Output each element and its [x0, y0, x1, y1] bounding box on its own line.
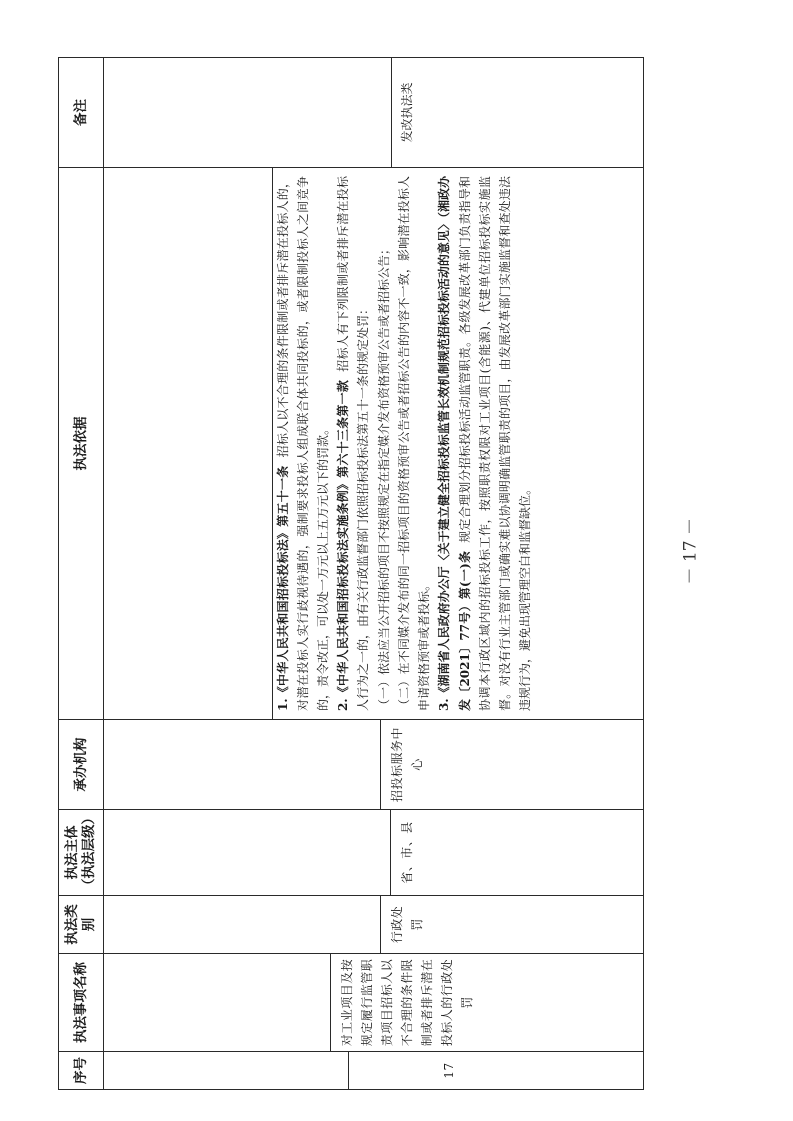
basis-clause-2-title: 2.《中华人民共和国招标投标法实施条例》第六十三条第一款 [336, 379, 351, 711]
basis-clause-1-title: 1.《中华人民共和国招标投标法》第五十一条 [275, 465, 290, 711]
basis-clause-2-body: 招标人有下列限制或者排斥潜在投标人行为之一的，由有关行政监督部门依照招标投标法第五十一条的规定处罚： [336, 176, 371, 711]
header-category: 执法类别 [59, 896, 104, 954]
header-row [59, 58, 104, 1090]
basis-clause-1-body: 招标人以不合理的条件限制或者排斥潜在投标人的，对潜在投标人实行歧视待遇的，强制要求投标人组成联合体共同投标的，或者限制投标人之间竞争的，责令改正，可以处一万元以上五万元以下的罚款。 [275, 176, 331, 711]
header-remark: 备注 [59, 58, 104, 168]
header-agency: 承办机构 [59, 720, 104, 810]
header-subject: 执法主体（执法层级） [59, 810, 104, 896]
cell-basis [104, 168, 644, 720]
basis-text [273, 168, 536, 719]
cell-subject [104, 810, 644, 896]
basis-clause-1 [273, 176, 334, 711]
cell-agency [104, 720, 644, 810]
cell-remark [104, 58, 644, 168]
remark-value: 发改执法类 [399, 82, 414, 143]
basis-clause-2-item-2: （二）在不同媒介发布的同一招标项目的资格预审公告或者招标公告的内容不一致，影响潜在投标人申请资格预审或者投标。 [396, 176, 432, 711]
rotated-table-wrapper [58, 58, 644, 1090]
basis-clause-3-body: 规定合理划分招标投标活动监管职责。各级发展改革部门负责指导和协调本行政区域内的招标投标工作，按照职责权限对工业项目(含能源)、代建单位招标投标实施监督。对没有行业主管部门或确实难以协调明确监管职责的项目，由发展改革部门实施监督和查处违法违规行为，避免出现管理空白和监督缺位。 [457, 176, 533, 711]
basis-clause-3 [434, 176, 535, 711]
cell-item-name [104, 954, 644, 1052]
cell-category [104, 896, 644, 954]
subject-value: 省、市、县 [400, 821, 414, 884]
enforcement-table [58, 57, 644, 1090]
header-basis: 执法依据 [59, 168, 104, 720]
agency-value: 招投标服务中心 [390, 727, 424, 803]
seq-value: 17 [442, 1062, 456, 1079]
basis-clause-2 [333, 176, 373, 711]
page-number [676, 518, 701, 585]
page-number-text: － 17 － [680, 518, 701, 585]
header-seq: 序号 [59, 1052, 104, 1090]
header-item-name: 执法事项名称 [59, 954, 104, 1052]
basis-clause-3-title: 3.《湖南省人民政府办公厅〈关于建立健全招标投标监管长效机制规范招标投标活动的意见〉（湘政办发〔2021〕77号）第(一)条 [437, 176, 472, 711]
table-row [104, 58, 644, 1090]
item-name-value: 对工业项目及按规定履行监管职责项目招标人以不合理的条件限制或者排斥潜在投标人的行政处罚 [340, 958, 474, 1047]
cell-seq [104, 1052, 644, 1090]
basis-clause-2-item-1: （一）依法应当公开招标的项目不按照规定在指定媒介发布资格预审公告或者招标公告； [376, 242, 391, 711]
category-value: 行政处罚 [390, 905, 424, 944]
